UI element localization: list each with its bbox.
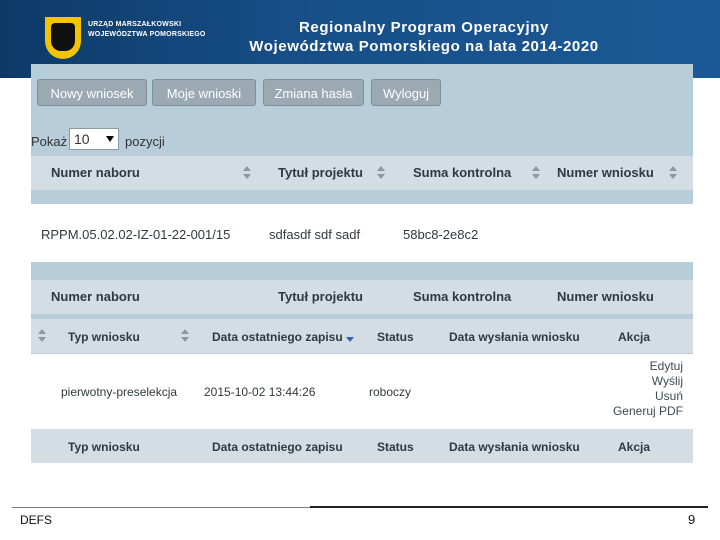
cell-data-zapisu: 2015-10-02 13:44:26	[204, 385, 316, 399]
send-link[interactable]: Wyślij	[651, 374, 683, 388]
generate-pdf-link[interactable]: Generuj PDF	[612, 404, 683, 418]
col-akcja: Akcja	[618, 440, 651, 454]
cell-tytul-projektu: sdfasdf sdf sadf	[269, 227, 361, 242]
footer-divider	[12, 507, 310, 508]
logo-line-1: URZĄD MARSZAŁKOWSKI	[88, 21, 182, 28]
sort-icon[interactable]	[181, 329, 189, 343]
table-row[interactable]	[31, 204, 693, 262]
new-application-button[interactable]: Nowy wniosek	[37, 79, 147, 106]
sort-desc-icon[interactable]	[346, 329, 354, 343]
col-suma-kontrolna: Suma kontrolna	[413, 289, 512, 304]
col-data-ostatniego-zapisu[interactable]: Data ostatniego zapisu	[212, 330, 343, 344]
cell-typ-wniosku: pierwotny-preselekcja	[61, 385, 178, 399]
col-tytul-projektu[interactable]: Tytuł projektu	[278, 165, 363, 180]
col-akcja: Akcja	[618, 330, 651, 344]
edit-link[interactable]: Edytuj	[649, 359, 683, 373]
col-data-wyslania: Data wysłania wniosku	[449, 440, 580, 454]
inner-table-footer	[31, 429, 693, 463]
col-status: Status	[377, 440, 414, 454]
col-typ-wniosku[interactable]: Typ wniosku	[68, 330, 140, 344]
page-title	[230, 18, 618, 56]
col-typ-wniosku: Typ wniosku	[68, 440, 140, 454]
application-panel	[31, 64, 693, 460]
logo-text	[88, 20, 206, 40]
logo-line-2: WOJEWÓDZTWA POMORSKIEGO	[88, 31, 206, 38]
logout-button[interactable]: Wyloguj	[371, 79, 441, 106]
col-suma-kontrolna[interactable]: Suma kontrolna	[413, 165, 512, 180]
sort-icon[interactable]	[377, 166, 385, 180]
sort-icon[interactable]	[532, 166, 540, 180]
col-numer-naboru[interactable]: Numer naboru	[51, 165, 140, 180]
title-line-2: Województwa Pomorskiego na lata 2014-2020	[249, 38, 599, 55]
outer-table-footer	[31, 280, 693, 314]
my-applications-button[interactable]: Moje wnioski	[152, 79, 256, 106]
page-size-select[interactable]	[69, 128, 119, 150]
cell-numer-naboru: RPPM.05.02.02-IZ-01-22-001/15	[41, 227, 231, 242]
chevron-down-icon	[106, 136, 114, 142]
col-data-wyslania[interactable]: Data wysłania wniosku	[449, 330, 580, 344]
coat-of-arms-logo	[45, 17, 81, 59]
page-number: 9	[688, 512, 696, 527]
col-data-ostatniego-zapisu: Data ostatniego zapisu	[212, 440, 343, 454]
positions-label: pozycji	[125, 134, 165, 149]
show-label: Pokaż	[31, 134, 68, 149]
griffin-icon	[51, 23, 75, 51]
table-row[interactable]	[31, 354, 693, 429]
sort-icon[interactable]	[669, 166, 677, 180]
sort-icon[interactable]	[243, 166, 251, 180]
title-line-1: Regionalny Program Operacyjny	[299, 19, 549, 36]
col-tytul-projektu: Tytuł projektu	[278, 289, 363, 304]
col-numer-wniosku[interactable]: Numer wniosku	[557, 165, 654, 180]
col-status[interactable]: Status	[377, 330, 414, 344]
footer-divider	[310, 506, 708, 508]
outer-table-header	[31, 156, 693, 190]
inner-table-header	[31, 319, 693, 353]
nested-applications-table	[31, 319, 693, 460]
footer-label: DEFS	[20, 513, 53, 527]
sort-icon[interactable]	[38, 329, 46, 343]
change-password-button[interactable]: Zmiana hasła	[263, 79, 364, 106]
col-numer-wniosku: Numer wniosku	[557, 289, 654, 304]
cell-suma-kontrolna: 58bc8-2e8c2	[403, 227, 479, 242]
page-size-value: 10	[74, 131, 90, 147]
cell-status: roboczy	[369, 385, 412, 399]
col-numer-naboru: Numer naboru	[51, 289, 140, 304]
delete-link[interactable]: Usuń	[654, 389, 683, 403]
